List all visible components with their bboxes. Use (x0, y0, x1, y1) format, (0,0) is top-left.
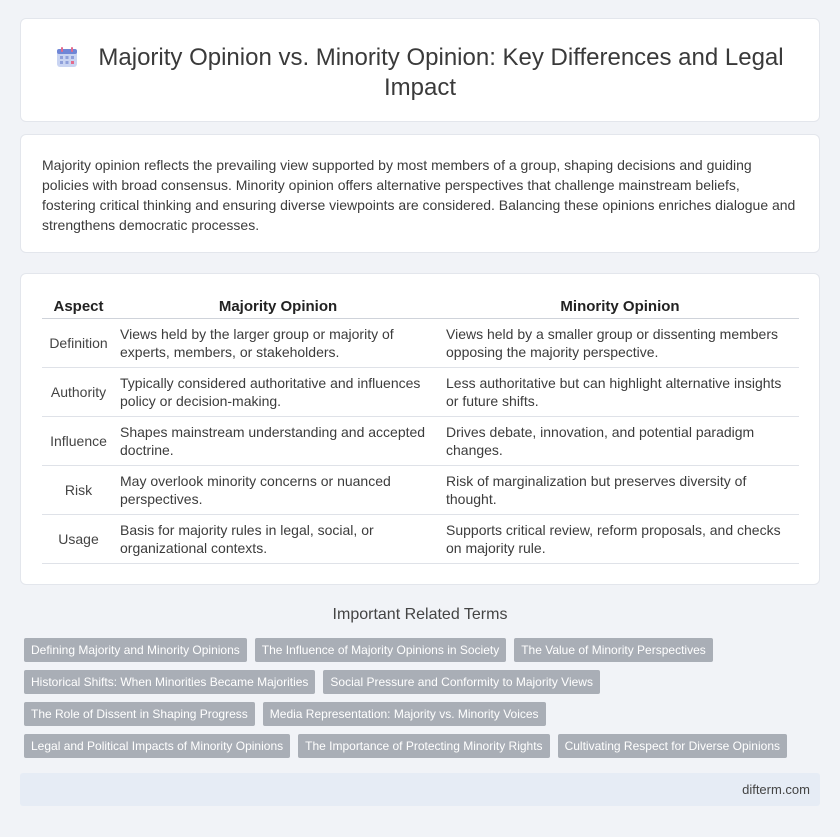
related-term-link[interactable]: Media Representation: Majority vs. Minority Voices (263, 702, 546, 726)
header-majority: Majority Opinion (115, 296, 441, 318)
table-row (42, 514, 799, 563)
row-minority: Risk of marginalization but preserves diversity of thought. (441, 465, 799, 514)
header-minority: Minority Opinion (441, 296, 799, 318)
row-minority: Supports critical review, reform proposals, and checks on majority rule. (441, 514, 799, 563)
page-title (21, 43, 819, 103)
tag-row (24, 670, 804, 702)
row-majority: Basis for majority rules in legal, social, or organizational contexts. (115, 514, 441, 563)
row-aspect: Risk (42, 465, 115, 514)
related-terms-title: Important Related Terms (332, 606, 508, 623)
intro-card (20, 134, 820, 253)
footer (20, 773, 820, 806)
row-aspect: Authority (42, 367, 115, 416)
site-name[interactable]: difterm.com (742, 782, 810, 797)
comparison-card (20, 273, 820, 585)
related-term-link[interactable]: The Role of Dissent in Shaping Progress (24, 702, 255, 726)
related-term-link[interactable]: The Influence of Majority Opinions in Society (255, 638, 506, 662)
row-minority: Drives debate, innovation, and potential paradigm changes. (441, 416, 799, 465)
row-majority: Views held by the larger group or majority of experts, members, or stakeholders. (115, 318, 441, 367)
row-majority: Typically considered authoritative and influences policy or decision-making. (115, 367, 441, 416)
tag-row (24, 734, 804, 766)
row-majority: May overlook minority concerns or nuanced perspectives. (115, 465, 441, 514)
table-row (42, 465, 799, 514)
comparison-table (42, 296, 799, 564)
related-term-link[interactable]: Defining Majority and Minority Opinions (24, 638, 247, 662)
table-row (42, 318, 799, 367)
row-aspect: Usage (42, 514, 115, 563)
related-term-link[interactable]: The Value of Minority Perspectives (514, 638, 713, 662)
row-minority: Less authoritative but can highlight alternative insights or future shifts. (441, 367, 799, 416)
row-majority: Shapes mainstream understanding and accepted doctrine. (115, 416, 441, 465)
related-term-link[interactable]: The Importance of Protecting Minority Rights (298, 734, 549, 758)
related-term-link[interactable]: Cultivating Respect for Diverse Opinions (558, 734, 787, 758)
related-terms-tags (24, 638, 804, 766)
header-aspect: Aspect (42, 296, 115, 318)
tag-row (24, 702, 804, 734)
calendar-icon (56, 46, 78, 68)
related-term-link[interactable]: Social Pressure and Conformity to Majority Views (323, 670, 600, 694)
row-aspect: Influence (42, 416, 115, 465)
row-aspect: Definition (42, 318, 115, 367)
related-term-link[interactable]: Historical Shifts: When Minorities Became Majorities (24, 670, 315, 694)
tag-row (24, 638, 804, 670)
related-term-link[interactable]: Legal and Political Impacts of Minority Opinions (24, 734, 290, 758)
table-row (42, 416, 799, 465)
table-row (42, 367, 799, 416)
header-card (20, 18, 820, 122)
table-header-row (42, 296, 799, 318)
page-title-text: Majority Opinion vs. Minority Opinion: Key Differences and Legal Impact (98, 44, 784, 101)
intro-paragraph: Majority opinion reflects the prevailing view supported by most members of a group, shaping decisions and guiding policies with broad consensus. Minority opinion offers alternative perspectives that challenge mainstream beliefs, fostering critical thinking and ensuring diverse viewpoints are considered. Balancing these opinions enriches dialogue and strengthens democratic processes. (42, 157, 796, 233)
row-minority: Views held by a smaller group or dissenting members opposing the majority perspective. (441, 318, 799, 367)
